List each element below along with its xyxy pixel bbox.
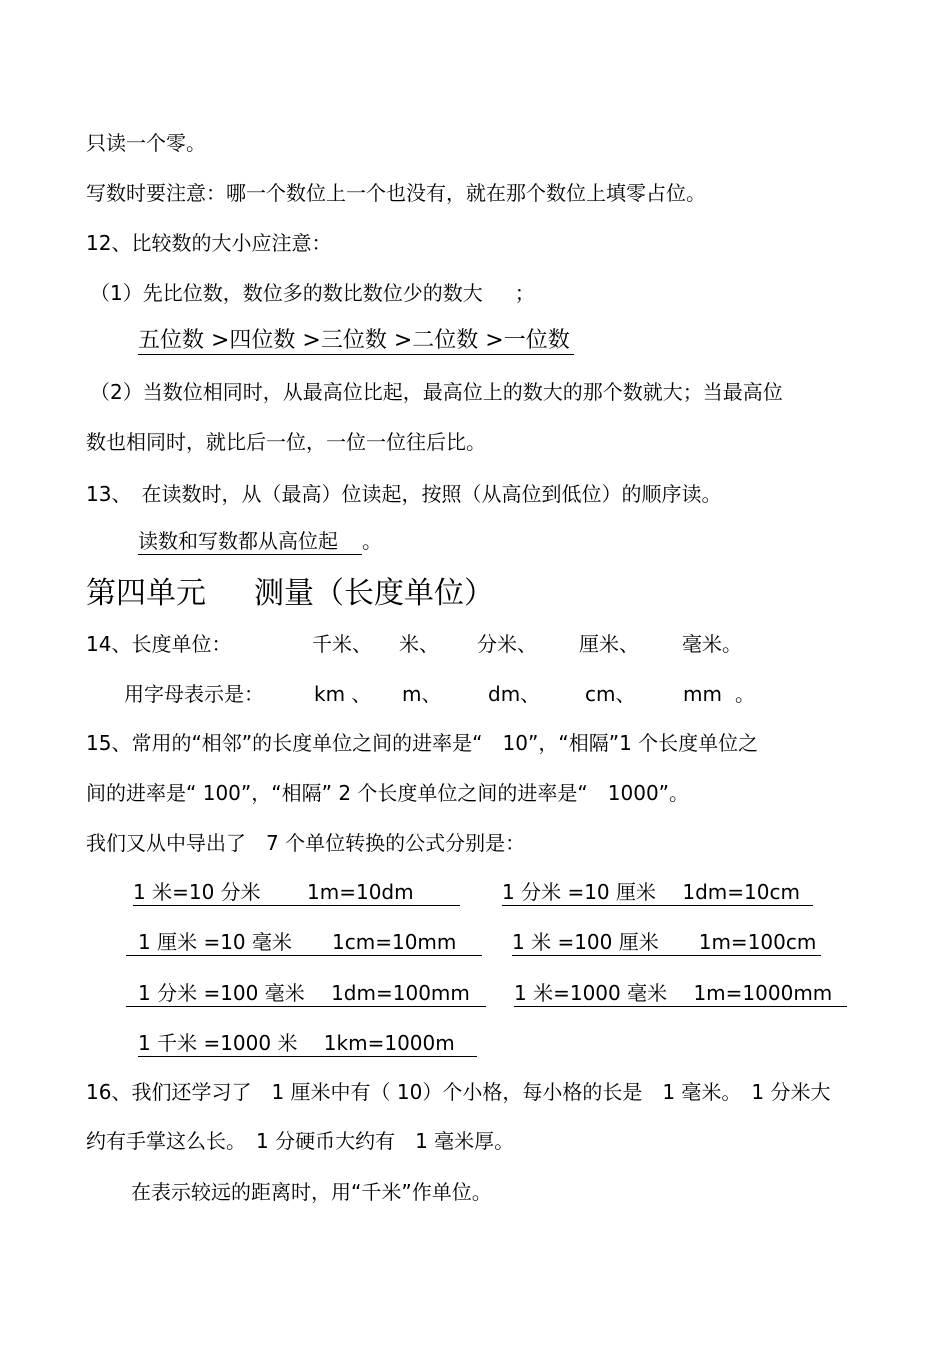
formula-text: 1 米 =100 厘米 1m=100cm (512, 930, 821, 956)
formula-text: 1 厘米 =10 毫米 1cm=10mm (126, 930, 482, 956)
text-line: （2）当数位相同时，从最高位比起，最高位上的数大的那个数就大；当最高位 (90, 380, 783, 404)
text-line: 15、常用的“相邻”的长度单位之间的进率是“ 10”，“相隔”1 个长度单位之 (86, 731, 759, 755)
period: 。 (735, 682, 755, 706)
formula-text: 1 分米 =10 厘米 1dm=10cm (502, 880, 813, 906)
text-line: 只读一个零。 (86, 131, 206, 155)
text-line: 我们又从中导出了 7 个单位转换的公式分别是： (86, 831, 526, 855)
semicolon: ； (514, 281, 535, 305)
item-12-title: 12、比较数的大小应注意： (86, 231, 332, 255)
item-14 (86, 631, 742, 657)
item-14-symbols (124, 681, 755, 707)
item-13 (86, 481, 721, 507)
text-line (90, 280, 535, 306)
unit-symbol: mm (683, 682, 722, 706)
formula-text: 1 米=1000 毫米 1m=1000mm (514, 981, 847, 1007)
heading-title: 测量（长度单位） (254, 576, 494, 611)
formula-text: 1 分米 =100 毫米 1dm=100mm (126, 981, 486, 1007)
formula (126, 929, 482, 956)
text-line: 写数时要注意：哪一个数位上一个也没有，就在那个数位上填零占位。 (86, 181, 706, 205)
item-13-text: 在读数时，从（最高）位读起，按照（从高位到低位）的顺序读。 (141, 482, 722, 506)
unit-symbol: m、 (402, 682, 442, 706)
unit-cn: 厘米、 (579, 632, 639, 656)
unit-symbol: cm、 (585, 682, 636, 706)
reading-rule-text: 读数和写数都从高位起 (138, 529, 362, 555)
item-13-number: 13、 (86, 482, 132, 506)
formula-text: 1 千米 =1000 米 1km=1000m (138, 1031, 477, 1057)
formula-text: 1 米=10 分米 1m=10dm (133, 880, 460, 906)
underlined-rule (138, 328, 574, 355)
unit-symbol: km 、 (314, 682, 372, 706)
underlined-rule (138, 528, 382, 555)
text-line: 约有手掌这么长。 1 分硬币大约有 1 毫米厚。 (86, 1129, 515, 1153)
period: 。 (362, 529, 382, 553)
rule-1-text: （1）先比位数，数位多的数比数位少的数大 (90, 281, 483, 305)
formula (133, 879, 460, 906)
unit-symbol: dm、 (488, 682, 541, 706)
formula (514, 980, 847, 1007)
formula (512, 929, 821, 956)
heading-unit: 第四单元 (86, 576, 206, 611)
unit-cn: 分米、 (477, 632, 537, 656)
text-line: 在表示较远的距离时，用“千米”作单位。 (131, 1180, 492, 1204)
section-heading (86, 575, 494, 613)
unit-cn: 米、 (399, 632, 439, 656)
text-line: 16、我们还学习了 1 厘米中有（ 10）个小格，每小格的长是 1 毫米。 1 分米大 (86, 1080, 831, 1104)
formula (502, 879, 813, 906)
formula (138, 1030, 477, 1057)
digit-order-text: 五位数 >四位数 >三位数 >二位数 >一位数 (138, 329, 574, 355)
item-14-label: 14、长度单位： (86, 632, 232, 656)
unit-cn: 毫米。 (682, 632, 742, 656)
text-line: 数也相同时，就比后一位，一位一位往后比。 (86, 430, 486, 454)
text-line: 间的进率是“ 100”，“相隔” 2 个长度单位之间的进率是“ 1000”。 (86, 781, 690, 805)
symbols-label: 用字母表示是： (124, 682, 264, 706)
unit-cn: 千米、 (312, 632, 372, 656)
formula (126, 980, 486, 1007)
